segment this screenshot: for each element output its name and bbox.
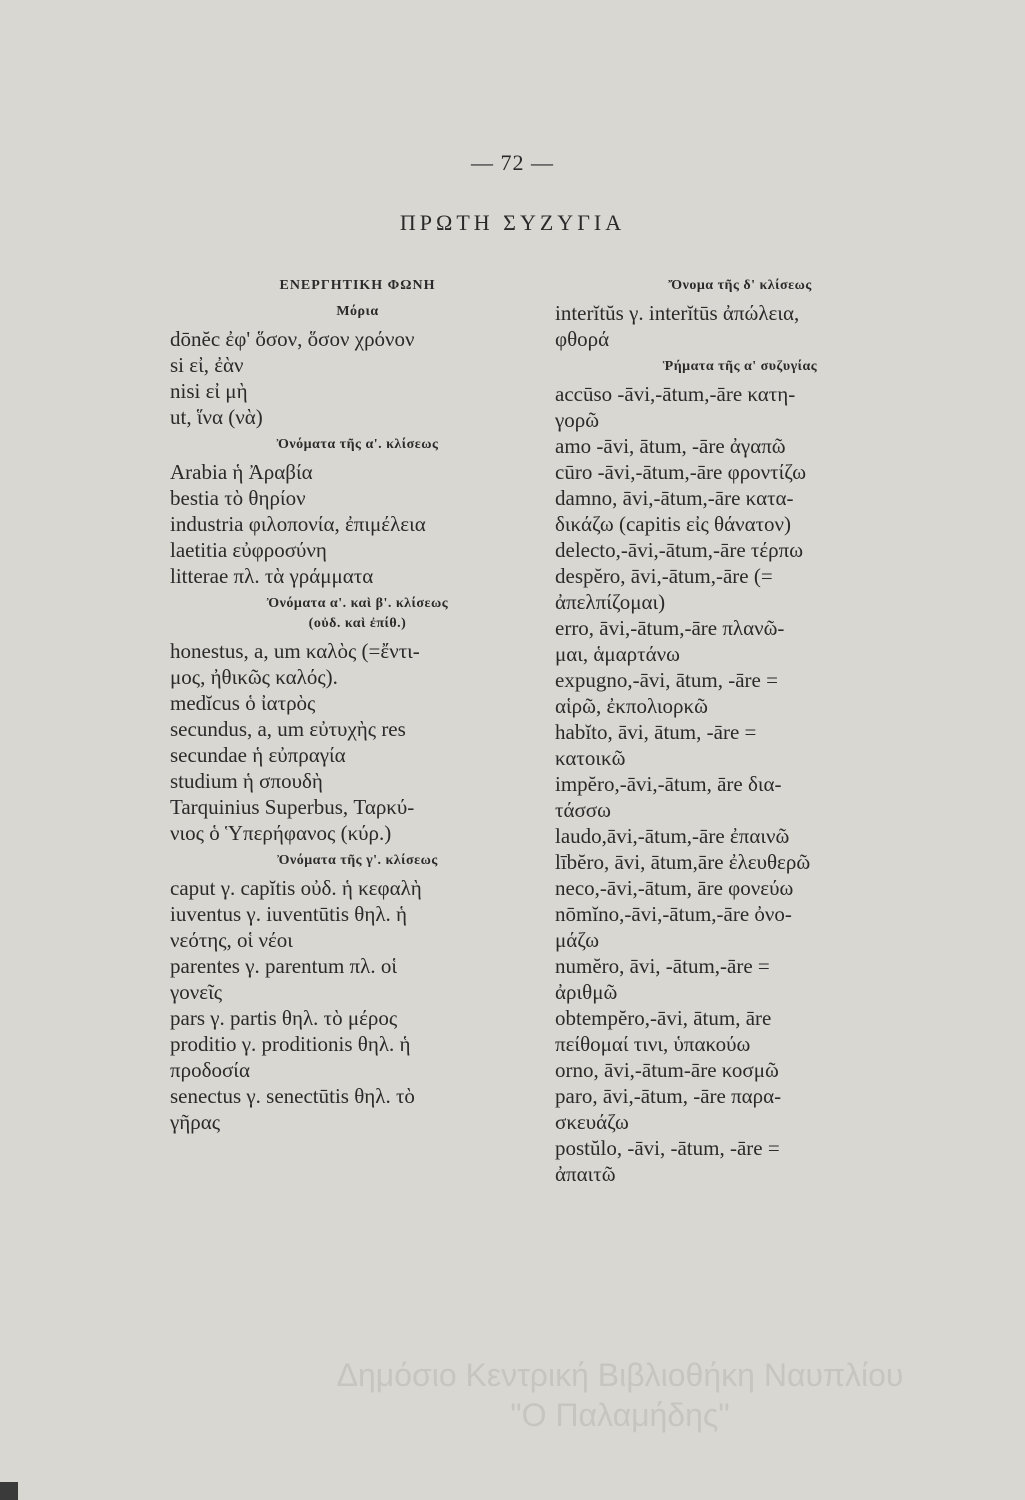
list-item: κατοικῶ bbox=[555, 746, 626, 770]
list-item: φθορά bbox=[555, 327, 610, 351]
list-item: paro, āvi,-ātum, -āre παρα- bbox=[555, 1084, 782, 1108]
list-item: δικάζω (capitis εἰς θάνατον) bbox=[555, 512, 792, 536]
list-item: ἀπαιτῶ bbox=[555, 1162, 616, 1186]
third-declension-list bbox=[170, 877, 545, 1134]
list-item: laudo,āvi,-ātum,-āre ἐπαινῶ bbox=[555, 824, 790, 848]
list-item: honestus, a, um καλὸς (=ἔντι- bbox=[170, 639, 420, 663]
particles-list bbox=[170, 328, 545, 429]
list-item: industria φιλοπονία, ἐπιμέλεια bbox=[170, 512, 426, 536]
list-item: obtempĕro,-āvi, ātum, āre bbox=[555, 1006, 772, 1030]
list-item: damno, āvi,-ātum,-āre κατα- bbox=[555, 486, 794, 510]
list-item: accūso -āvi,-ātum,-āre κατη- bbox=[555, 382, 796, 406]
list-item: ut, ἵνα (νὰ) bbox=[170, 405, 263, 429]
list-item: secundae ἡ εὐπραγία bbox=[170, 743, 346, 767]
list-item: neco,-āvi,-ātum, āre φονεύω bbox=[555, 876, 794, 900]
watermark-line-1: Δημόσιο Κεντρική Βιβλιοθήκη Ναυπλίου bbox=[336, 1357, 904, 1393]
list-item: γονεῖς bbox=[170, 980, 223, 1004]
list-item: habĭto, āvi, ātum, -āre = bbox=[555, 720, 757, 744]
library-watermark bbox=[230, 1355, 1010, 1435]
list-item: medĭcus ὁ ἰατρὸς bbox=[170, 691, 316, 715]
right-column bbox=[555, 270, 925, 1189]
list-item: γῆρας bbox=[170, 1110, 221, 1134]
list-item: delecto,-āvi,-ātum,-āre τέρπω bbox=[555, 538, 804, 562]
list-item: senectus γ. senectūtis θηλ. τὸ bbox=[170, 1084, 415, 1108]
list-item: laetitia εὐφροσύνη bbox=[170, 538, 327, 562]
fourth-declension-heading: Ὄνομα τῆς δ' κλίσεως bbox=[668, 278, 812, 293]
list-item: postŭlo, -āvi, -ātum, -āre = bbox=[555, 1136, 780, 1160]
list-item: μος, ἠθικῶς καλός). bbox=[170, 665, 338, 689]
list-item: despĕro, āvi,-ātum,-āre (= bbox=[555, 564, 773, 588]
list-item: interĭtŭs γ. interĭtūs ἀπώλεια, bbox=[555, 301, 800, 325]
list-item: orno, āvi,-ātum-āre κοσμῶ bbox=[555, 1058, 779, 1082]
list-item: erro, āvi,-ātum,-āre πλανῶ- bbox=[555, 616, 785, 640]
list-item: νιος ὁ Ὑπερήφανος (κύρ.) bbox=[170, 821, 392, 845]
list-item: impĕro,-āvi,-ātum, āre δια- bbox=[555, 772, 782, 796]
list-item: cūro -āvi,-ātum,-āre φροντίζω bbox=[555, 460, 807, 484]
list-item: γορῶ bbox=[555, 408, 600, 432]
page-title: ΠΡΩΤΗ ΣΥΖΥΓΙΑ bbox=[399, 210, 626, 235]
list-item: proditio γ. proditionis θηλ. ἡ bbox=[170, 1032, 411, 1056]
particles-heading: Μόρια bbox=[336, 304, 379, 319]
list-item: si εἰ, ἐὰν bbox=[170, 353, 244, 377]
list-item: dōnĕc ἐφ' ὅσον, ὅσον χρόνον bbox=[170, 327, 415, 351]
list-item: numĕro, āvi, -ātum,-āre = bbox=[555, 954, 770, 978]
list-item: secundus, a, um εὐτυχὴς res bbox=[170, 717, 406, 741]
third-declension-heading: Ὀνόματα τῆς γ'. κλίσεως bbox=[277, 853, 438, 868]
first-conjugation-list bbox=[555, 383, 925, 1186]
list-item: bestia τὸ θηρίον bbox=[170, 486, 306, 510]
list-item: Tarquinius Superbus, Ταρκύ- bbox=[170, 795, 415, 819]
list-item: nōmĭno,-āvi,-ātum,-āre ὀνο- bbox=[555, 902, 792, 926]
list-item: amo -āvi, ātum, -āre ἀγαπῶ bbox=[555, 434, 786, 458]
list-item: τάσσω bbox=[555, 798, 611, 822]
watermark-line-2: "Ο Παλαμήδης" bbox=[510, 1397, 730, 1433]
list-item: προδοσία bbox=[170, 1058, 250, 1082]
list-item: iuventus γ. iuventūtis θηλ. ἡ bbox=[170, 902, 407, 926]
page-number: — 72 — bbox=[471, 150, 554, 175]
list-item: πείθομαί τινι, ὑπακούω bbox=[555, 1032, 751, 1056]
scan-corner-mark bbox=[0, 1482, 18, 1500]
list-item: ἀριθμῶ bbox=[555, 980, 618, 1004]
list-item: νεότης, οἱ νέοι bbox=[170, 928, 293, 952]
list-item: αἱρῶ, ἐκπολιορκῶ bbox=[555, 694, 708, 718]
list-item: lībĕro, āvi, ātum,āre ἐλευθερῶ bbox=[555, 850, 811, 874]
first-second-declension-list bbox=[170, 640, 545, 845]
left-column bbox=[170, 270, 545, 1137]
list-item: studium ἡ σπουδὴ bbox=[170, 769, 323, 793]
first-declension-list bbox=[170, 461, 545, 588]
list-item: Arabia ἡ Ἀραβία bbox=[170, 460, 313, 484]
list-item: pars γ. partis θηλ. τὸ μέρος bbox=[170, 1006, 398, 1030]
voice-heading: ΕΝΕΡΓΗΤΙΚΗ ΦΩΝΗ bbox=[279, 278, 436, 293]
first-declension-heading: Ὀνόματα τῆς α'. κλίσεως bbox=[276, 437, 439, 452]
list-item: μαι, ἁμαρτάνω bbox=[555, 642, 680, 666]
list-item: μάζω bbox=[555, 928, 600, 952]
first-second-declension-subheading: (οὐδ. καὶ ἐπίθ.) bbox=[308, 616, 407, 631]
list-item: caput γ. capĭtis οὐδ. ἡ κεφαλὴ bbox=[170, 876, 422, 900]
list-item: parentes γ. parentum πλ. οἱ bbox=[170, 954, 397, 978]
list-item: σκευάζω bbox=[555, 1110, 629, 1134]
fourth-declension-list bbox=[555, 302, 925, 351]
list-item: nisi εἰ μὴ bbox=[170, 379, 248, 403]
list-item: litterae πλ. τὰ γράμματα bbox=[170, 564, 374, 588]
list-item: expugno,-āvi, ātum, -āre = bbox=[555, 668, 778, 692]
first-second-declension-heading: Ὀνόματα α'. καὶ β'. κλίσεως bbox=[266, 596, 449, 611]
list-item: ἀπελπίζομαι) bbox=[555, 590, 666, 614]
first-conjugation-heading: Ῥήματα τῆς α' συζυγίας bbox=[662, 359, 818, 374]
